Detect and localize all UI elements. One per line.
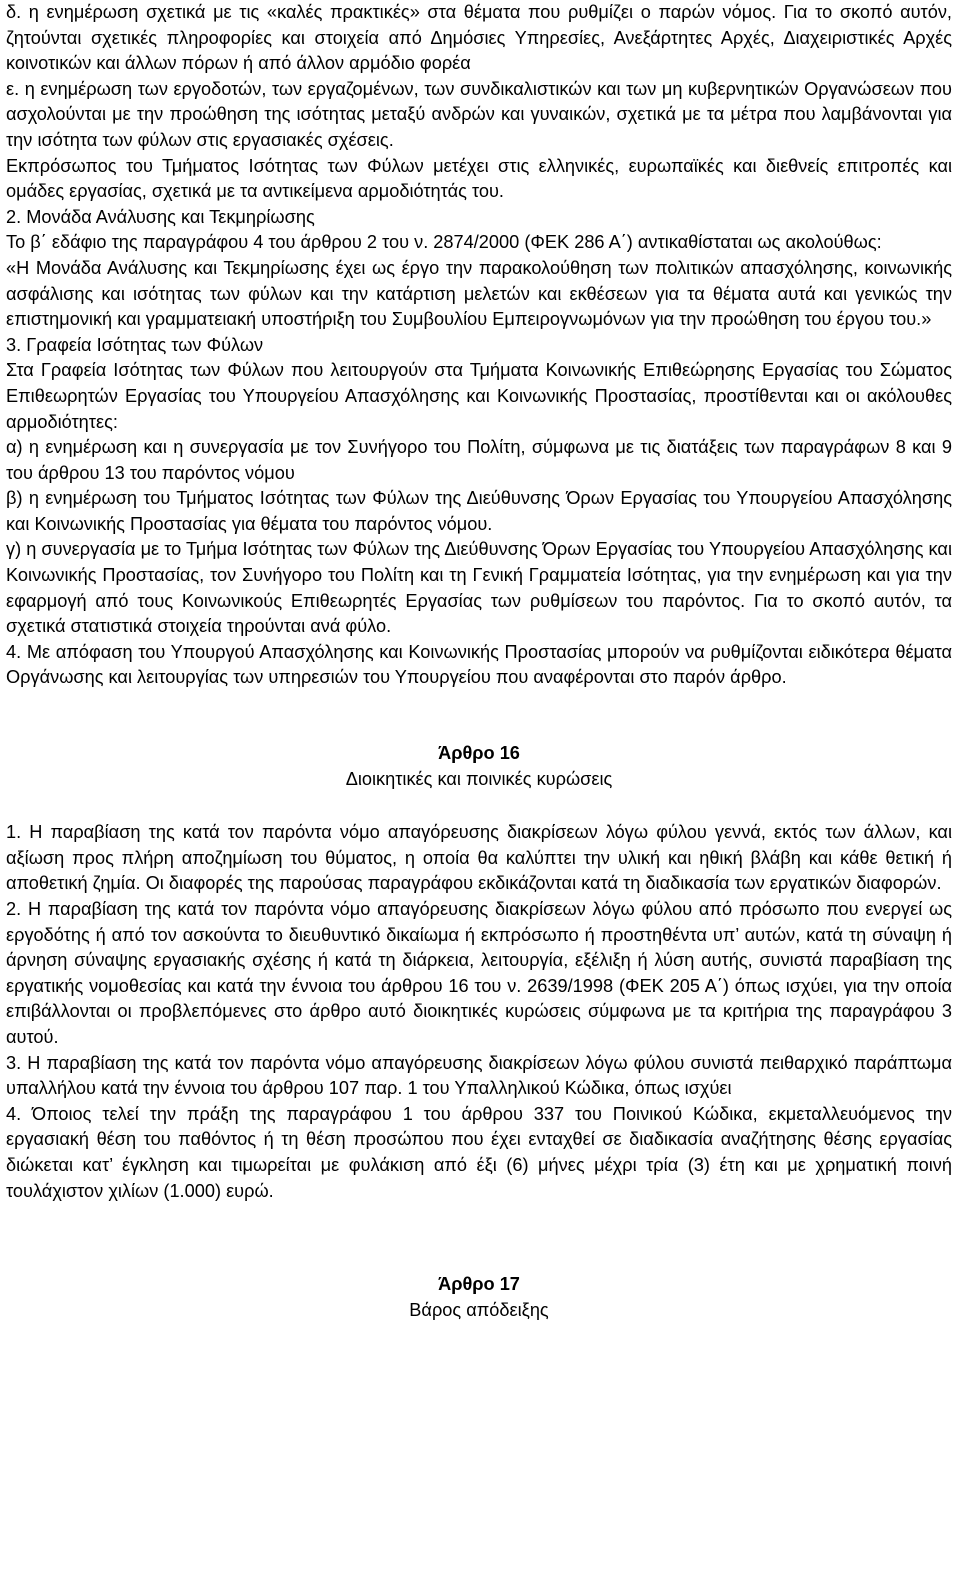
paragraph-item-c: γ) η συνεργασία με το Τμήμα Ισότητας των Φύλων της Διεύθυνσης Όρων Εργασίας του Υπουργείου Απασχόλησης και Κοινωνικής Προστασίας, τον Συνήγορο του Πολίτη και τη Γενική Γραμματεία Ισότητας, για την ενημέρωση και για την εφαρμογή από τους Κοινωνικούς Επιθεωρητές Εργασίας των ρυθμίσεων του παρόντος. Για το σκοπό αυτόν, τα σχετικά στατιστικά στοιχεία τηρούνται ανά φύλο.: [6, 539, 952, 637]
paragraph-item-e: ε. η ενημέρωση των εργοδοτών, των εργαζομένων, των συνδικαλιστικών και των μη κυβερνητικών Οργανώσεων που ασχολούνται με την προώθηση της ισότητας μεταξύ ανδρών και γυναικών, σχετικά με τα μέτρα που λαμβάνονται για την ισότητα των φύλων στις εργασιακές σχέσεις.: [6, 78, 952, 150]
paragraph-replacement-clause: Το β΄ εδάφιο της παραγράφου 4 του άρθρου 2 του ν. 2874/2000 (ΦΕΚ 286 Α΄) αντικαθίσταται ως ακολούθως:: [6, 232, 882, 253]
article-16-title: Διοικητικές και ποινικές κυρώσεις: [345, 768, 613, 789]
paragraph-item-d: δ. η ενημέρωση σχετικά με τις «καλές πρακτικές» στα θέματα που ρυθμίζει ο παρών νόμος. Για το σκοπό αυτόν, ζητούνται σχετικές πληροφορίες και στοιχεία από Δημόσιες Υπηρεσίες, Ανεξάρτητες Αρχές, Διαχειριστικές Αρχές κοινοτικών και άλλων πόρων ή από άλλον αρμόδιο φορέα: [6, 2, 952, 74]
spacer: [6, 1204, 952, 1272]
article-16-number: Άρθρο 16: [438, 743, 520, 764]
paragraph-quoted-text: «Η Μονάδα Ανάλυσης και Τεκμηρίωσης έχει ως έργο την παρακολούθηση των πολιτικών απασχόλησης, κοινωνικής ασφάλισης και ισότητας των φύλων και την κατάρτιση μελετών και εκθέσεων για τα θέματα αυτά και γενικώς την επιστημονική και γραμματειακή υποστήριξη του Συμβουλίου Εμπειρογνωμόνων για την προώθηση του έργου του.»: [6, 257, 952, 330]
spacer: [6, 792, 952, 820]
article-16-paragraph-2: 2. Η παραβίαση της κατά τον παρόντα νόμο απαγόρευσης διακρίσεων λόγω φύλου από πρόσωπο που ενεργεί ως εργοδότης ή από τον ασκούντα το διευθυντικό δικαίωμα ή εκπρόσωπο ή προστηθέντα υπ’ αυτών, κατά τη σύναψη ή άρνηση σύναψης εργασιακής σχέσης ή κατά τη διάρκεια, λειτουργία, εξέλιξη ή λύση αυτής, συνιστά παραβίαση της εργατικής νομοθεσίας και κατά την έννοια του άρθρου 16 του ν. 2639/1998 (ΦΕΚ 205 Α΄) όπως ισχύει, για την οποία επιβάλλονται οι προβλεπόμενες στο άρθρο αυτό διοικητικές κυρώσεις σύμφωνα με τα κριτήρια της παραγράφου 3 αυτού.: [6, 899, 952, 1047]
section-heading-analysis-unit: 2. Μονάδα Ανάλυσης και Τεκμηρίωσης: [6, 206, 315, 227]
paragraph-representative: Εκπρόσωπος του Τμήματος Ισότητας των Φύλων μετέχει στις ελληνικές, ευρωπαϊκές και διεθνείς επιτροπές και ομάδες εργασίας, σχετικά με τα αντικείμενα αρμοδιότητάς του.: [6, 155, 952, 202]
article-16-paragraph-1: 1. Η παραβίαση της κατά τον παρόντα νόμο απαγόρευσης διακρίσεων λόγω φύλου γεννά, εκτός των άλλων, και αξίωση προς πλήρη αποζημίωση του θύματος, η οποία θα καλύπτει την υλική και ηθική βλάβη και κάθε θετική ή αποθετική ζημία. Οι διαφορές της παρούσας παραγράφου εκδικάζονται κατά τη διαδικασία των εργατικών διαφορών.: [6, 822, 952, 894]
article-16-paragraph-3: 3. Η παραβίαση της κατά τον παρόντα νόμο απαγόρευσης διακρίσεων λόγω φύλου συνιστά πειθαρχικό παράπτωμα υπαλλήλου κατά την έννοια του άρθρου 107 παρ. 1 του Υπαλληλικού Κώδικα, όπως ισχύει: [6, 1052, 952, 1099]
article-17-number: Άρθρο 17: [438, 1274, 520, 1295]
article-16-paragraph-4: 4. Όποιος τελεί την πράξη της παραγράφου 1 του άρθρου 337 του Ποινικού Κώδικα, εκμεταλλευόμενος την εργασιακή θέση του παθόντος ή τη θέση προσώπου που έχει ενταχθεί σε διαδικασία αναζήτησης θέσης εργασίας διώκεται κατ’ έγκληση και τιμωρείται με φυλάκιση από έξι (6) μήνες μέχρι τρία (3) έτη και με χρηματική ποινή τουλάχιστον χιλίων (1.000) ευρώ.: [6, 1103, 952, 1201]
paragraph-item-b: β) η ενημέρωση του Τμήματος Ισότητας των Φύλων της Διεύθυνσης Όρων Εργασίας του Υπουργείου Απασχόλησης και Κοινωνικής Προστασίας για θέματα του παρόντος νόμου.: [6, 488, 952, 534]
paragraph-offices-intro: Στα Γραφεία Ισότητας των Φύλων που λειτουργούν στα Τμήματα Κοινωνικής Επιθεώρησης Εργασίας του Σώματος Επιθεωρητών Εργασίας του Υπουργείου Απασχόλησης και Κοινωνικής Προστασίας, προστίθενται και οι ακόλουθες αρμοδιότητες:: [6, 360, 952, 432]
paragraph-item-a: α) η ενημέρωση και η συνεργασία με τον Συνήγορο του Πολίτη, σύμφωνα με τις διατάξεις των παραγράφων 8 και 9 του άρθρου 13 του παρόντος νόμου: [6, 437, 952, 483]
paragraph-section-4: 4. Με απόφαση του Υπουργού Απασχόλησης και Κοινωνικής Προστασίας μπορούν να ρυθμίζονται ειδικότερα θέματα Οργάνωσης και λειτουργίας των υπηρεσιών του Υπουργείου που αναφέρονται στο παρόν άρθρο.: [6, 641, 952, 688]
spacer: [6, 691, 952, 741]
section-heading-equality-offices: 3. Γραφεία Ισότητας των Φύλων: [6, 334, 264, 355]
article-17-title: Βάρος απόδειξης: [409, 1299, 549, 1320]
